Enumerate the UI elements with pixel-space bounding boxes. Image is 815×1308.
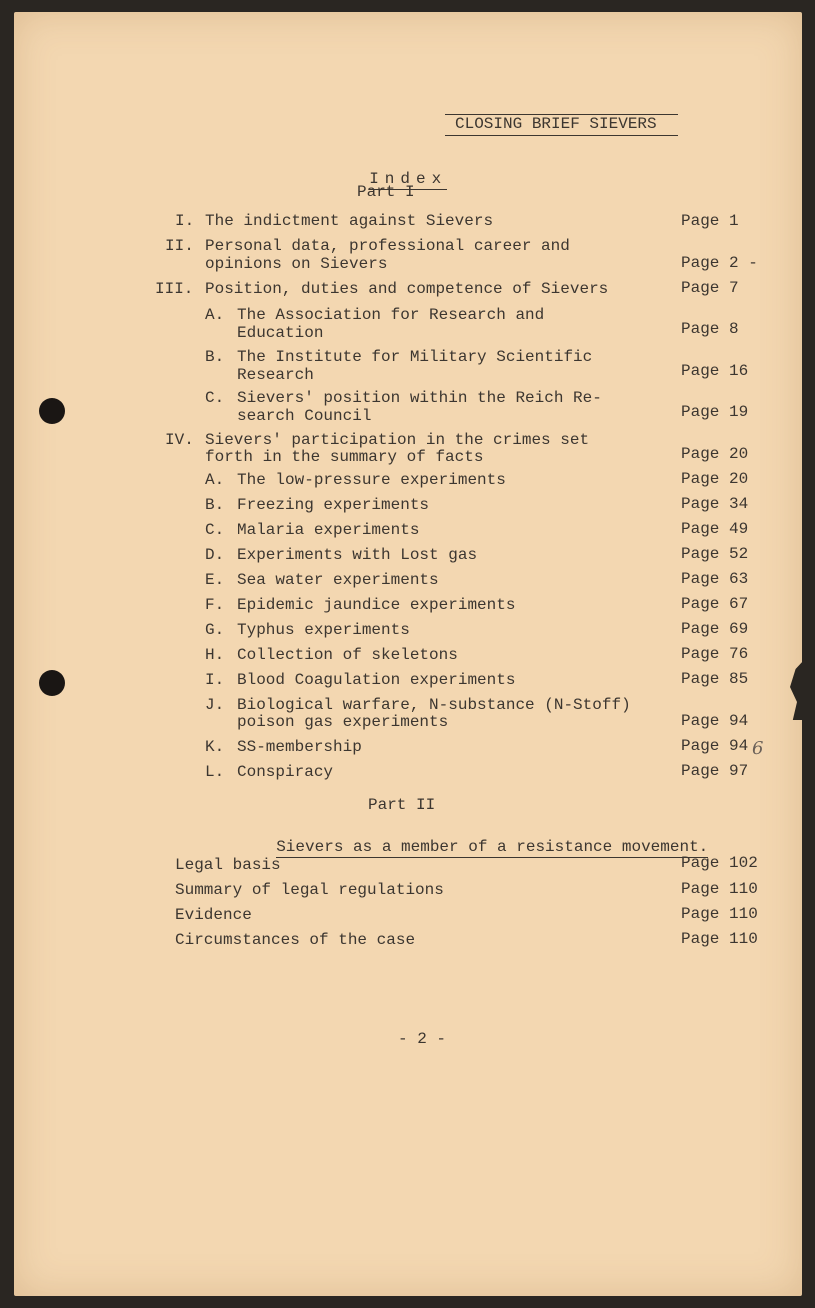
entry-text: Blood Coagulation experiments: [237, 671, 516, 689]
entry-page: Page 85: [681, 670, 749, 688]
entry-text: The low-pressure experiments: [237, 471, 506, 489]
entry-text: Sievers' participation in the crimes set: [205, 431, 590, 449]
entry-text: The Institute for Military Scientific: [237, 348, 593, 366]
entry-text-cont: opinions on Sievers: [205, 255, 388, 273]
entry-page: Page 69: [681, 620, 749, 638]
entry-text: Epidemic jaundice experiments: [237, 596, 516, 614]
entry-page: Page 94: [681, 712, 749, 730]
entry-num: C.: [205, 389, 225, 407]
entry-num: A.: [205, 306, 225, 324]
part2-entry-text: Legal basis: [175, 856, 281, 874]
entry-text-cont: poison gas experiments: [237, 713, 449, 731]
entry-num: G.: [205, 621, 225, 639]
entry-num: I.: [175, 212, 195, 230]
entry-page: Page 8: [681, 320, 739, 338]
entry-text: Position, duties and competence of Sievers: [205, 280, 609, 298]
entry-text: Personal data, professional career and: [205, 237, 570, 255]
entry-num: B.: [205, 348, 225, 366]
entry-text-cont: forth in the summary of facts: [205, 448, 484, 466]
punch-hole-top: [39, 398, 65, 424]
pencil-annotation: 6: [752, 738, 764, 759]
page-number: - 2 -: [398, 1030, 447, 1048]
entry-page: Page 94: [681, 737, 749, 755]
entry-page: Page 20: [681, 445, 749, 463]
entry-page: Page 97: [681, 762, 749, 780]
entry-text: Sea water experiments: [237, 571, 439, 589]
entry-text: Collection of skeletons: [237, 646, 458, 664]
entry-text: Freezing experiments: [237, 496, 430, 514]
entry-num: L.: [205, 763, 225, 781]
part1-heading: Part I: [357, 183, 415, 201]
entry-page: Page 52: [681, 545, 749, 563]
entry-text: The indictment against Sievers: [205, 212, 494, 230]
entry-page: Page 7: [681, 279, 739, 297]
entry-num: J.: [205, 696, 225, 714]
entry-page: Page 16: [681, 362, 749, 380]
entry-num: I.: [205, 671, 225, 689]
entry-page: Page 2 -: [681, 254, 758, 272]
entry-text: Typhus experiments: [237, 621, 410, 639]
entry-text: Experiments with Lost gas: [237, 546, 478, 564]
entry-num: K.: [205, 738, 225, 756]
part2-subheading-text: Sievers as a member of a resistance movement.: [276, 838, 709, 856]
entry-num: B.: [205, 496, 225, 514]
entry-page: Page 67: [681, 595, 749, 613]
entry-text: Biological warfare, N-substance (N-Stoff): [237, 696, 631, 714]
part2-entry-text: Circumstances of the case: [175, 931, 416, 949]
entry-text: SS-membership: [237, 738, 362, 756]
entry-num: H.: [205, 646, 225, 664]
part2-entry-page: Page 102: [681, 854, 758, 872]
entry-num: A.: [205, 471, 225, 489]
entry-text-cont: search Council: [237, 407, 372, 425]
entry-page: Page 1: [681, 212, 739, 230]
entry-num: D.: [205, 546, 225, 564]
entry-page: Page 20: [681, 470, 749, 488]
part2-entry-text: Summary of legal regulations: [175, 881, 444, 899]
part2-entry-text: Evidence: [175, 906, 252, 924]
entry-num: III.: [155, 280, 194, 298]
entry-text: Sievers' position within the Reich Re-: [237, 389, 602, 407]
part2-subheading: [257, 822, 708, 856]
entry-num: C.: [205, 521, 225, 539]
entry-page: Page 19: [681, 403, 749, 421]
entry-text: Malaria experiments: [237, 521, 420, 539]
entry-text-cont: Research: [237, 366, 314, 384]
entry-page: Page 63: [681, 570, 749, 588]
part2-entry-page: Page 110: [681, 880, 758, 898]
index-heading-text: Index: [369, 170, 448, 188]
entry-page: Page 76: [681, 645, 749, 663]
part2-entry-page: Page 110: [681, 930, 758, 948]
entry-num: II.: [165, 237, 194, 255]
entry-text-cont: Education: [237, 324, 324, 342]
entry-page: Page 34: [681, 495, 749, 513]
entry-num: F.: [205, 596, 225, 614]
part2-entry-page: Page 110: [681, 905, 758, 923]
entry-page: Page 49: [681, 520, 749, 538]
entry-text: Conspiracy: [237, 763, 334, 781]
punch-hole-bottom: [39, 670, 65, 696]
entry-num: IV.: [165, 431, 194, 449]
part2-heading: Part II: [368, 796, 436, 814]
entry-text: The Association for Research and: [237, 306, 545, 324]
entry-num: E.: [205, 571, 225, 589]
document-header: CLOSING BRIEF SIEVERS: [455, 115, 657, 133]
